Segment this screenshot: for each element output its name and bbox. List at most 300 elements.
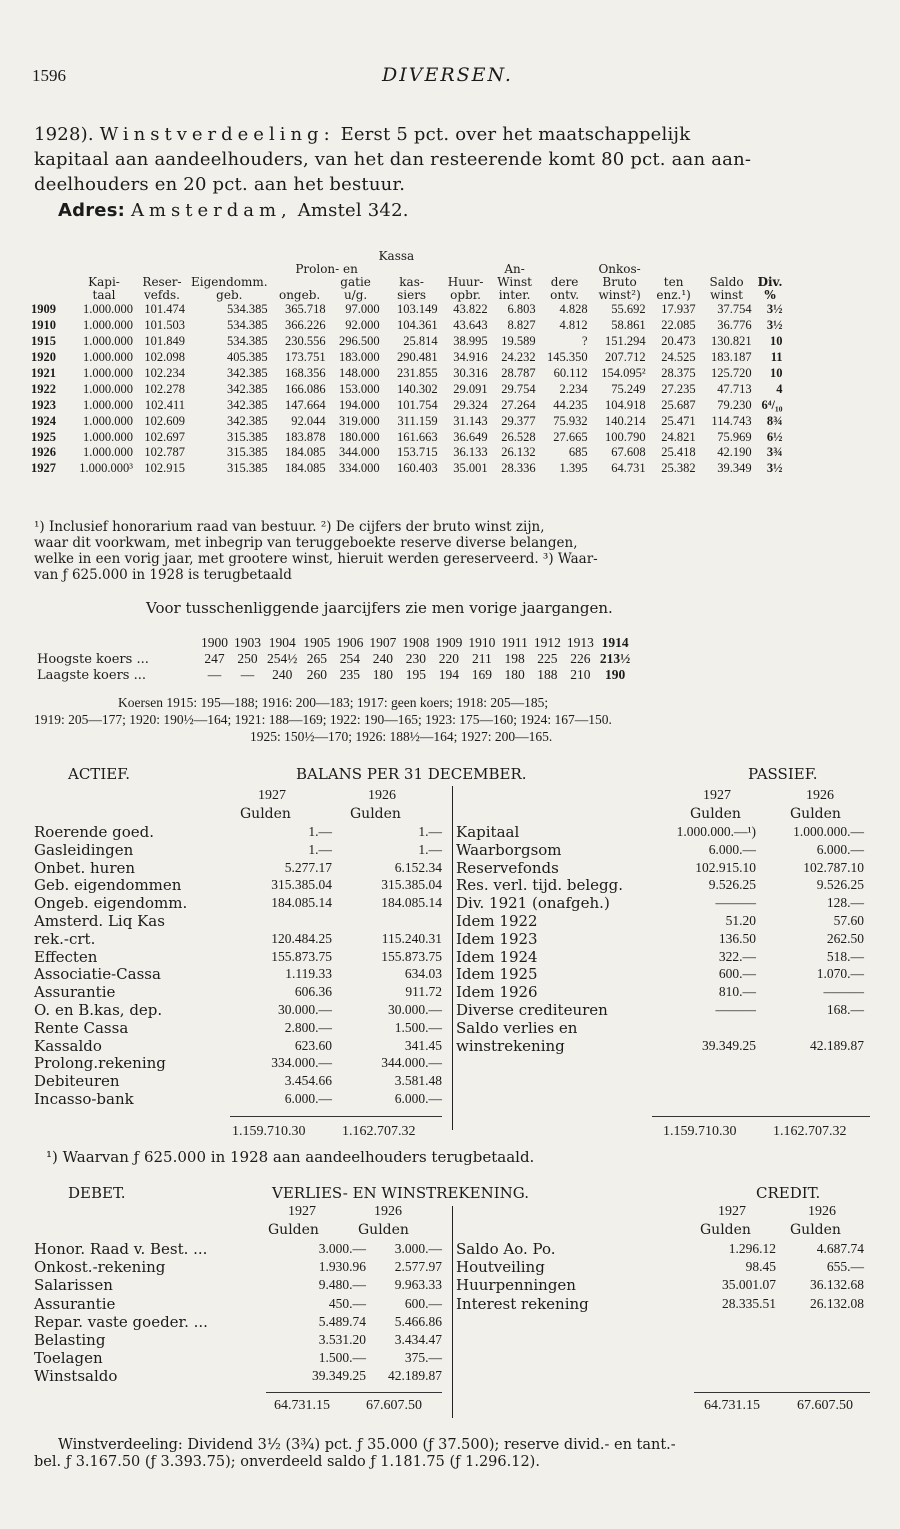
- table-cell: 29.754: [501, 381, 536, 396]
- header-prolon: Prolon- en: [295, 262, 358, 276]
- balance-left-title: ACTIEF.: [68, 765, 131, 783]
- ledger-value-previous: 102.787.10: [803, 859, 864, 875]
- col-header: ontv.: [550, 288, 580, 302]
- table-row: [28, 397, 786, 413]
- ledger-label: Div. 1921 (onafgeh.): [456, 894, 610, 913]
- table-cell: 102.915: [144, 461, 185, 476]
- balance-right-title: PASSIEF.: [748, 765, 818, 783]
- ledger-label: Interest rekening: [456, 1294, 589, 1313]
- table-cell: 17.937: [661, 302, 696, 317]
- ledger-label: Houtveiling: [456, 1258, 545, 1277]
- ledger-row: [456, 1019, 868, 1037]
- high-cell: 247: [204, 651, 225, 666]
- year-cell: 1925: [31, 429, 56, 444]
- ledger-value-current: 2.800.—: [284, 1019, 332, 1035]
- table-cell: 153.000: [338, 381, 380, 396]
- ledger-row: [456, 1258, 868, 1276]
- ledger-value-previous: 6.000.—: [816, 841, 864, 857]
- table-cell: 22.085: [661, 318, 696, 333]
- year-cell: 1912: [533, 635, 561, 650]
- ledger-row: [456, 983, 868, 1001]
- high-cell: 240: [372, 651, 393, 666]
- pl-total-rule-left: [266, 1392, 442, 1393]
- ledger-row: [34, 912, 444, 930]
- ledger-value-previous: 5.466.86: [394, 1313, 442, 1329]
- table-cell: 55.692: [611, 302, 646, 317]
- table-cell: 4: [776, 381, 783, 396]
- table-cell: 6⁴/₁₀: [761, 397, 783, 412]
- ledger-value-current: 3.454.66: [284, 1073, 332, 1089]
- ledger-label: Incasso-bank: [34, 1090, 134, 1108]
- balance-total-left-a: 1.159.710.30: [232, 1124, 306, 1139]
- ledger-row: [34, 1054, 444, 1072]
- ledger-value-previous: 634.03: [404, 966, 442, 982]
- table-cell: 311.159: [397, 413, 438, 428]
- table-cell: 47.713: [717, 381, 752, 396]
- balance-total-right-a: 1.159.710.30: [663, 1124, 737, 1139]
- table-cell: 230.556: [284, 334, 326, 349]
- table-cell: 334.000: [338, 461, 380, 476]
- col-header: Div.: [757, 275, 783, 289]
- pl-left-title: DEBET.: [68, 1184, 126, 1202]
- ledger-value-current: 1.296.12: [728, 1241, 776, 1256]
- ledger-row: [456, 1037, 868, 1055]
- table-cell: 4.828: [559, 302, 588, 317]
- ledger-row: [456, 876, 868, 894]
- ledger-value-current: 5.277.17: [284, 859, 332, 875]
- ledger-value-current: 3.531.20: [318, 1332, 366, 1347]
- table-row: [28, 350, 786, 366]
- year-cell: 1926: [31, 445, 56, 460]
- table-cell: 3¾: [766, 445, 783, 460]
- table-cell: 31.143: [453, 413, 488, 428]
- table-cell: 101.503: [144, 318, 185, 333]
- ledger-value-previous: 1.—: [418, 824, 442, 839]
- history-table: [28, 250, 786, 477]
- ledger-label: Res. verl. tijd. belegg.: [456, 876, 623, 895]
- ledger-row: [34, 965, 444, 983]
- pl-debet-list: [34, 1240, 444, 1390]
- table-cell: 319.000: [338, 413, 380, 428]
- table-cell: 184.085: [284, 445, 326, 460]
- ledger-label: Diverse crediteuren: [456, 1001, 608, 1019]
- pl-total-left-a: 64.731.15: [274, 1398, 330, 1413]
- table-cell: 145.350: [546, 350, 588, 365]
- ledger-value-current: 98.45: [745, 1259, 776, 1275]
- table-cell: 166.086: [284, 381, 326, 396]
- ledger-row: [456, 930, 868, 948]
- balance-total-left-b: 1.162.707.32: [342, 1124, 416, 1139]
- table-row: [28, 366, 786, 382]
- high-cell: 198: [504, 651, 525, 666]
- table-cell: 28.787: [501, 366, 536, 380]
- ledger-row: [34, 1331, 444, 1349]
- table-cell: 8¾: [766, 413, 783, 428]
- table-cell: 183.187: [710, 350, 752, 365]
- ledger-value-current: 136.50: [718, 930, 756, 946]
- ledger-value-current: 6.000.—: [708, 841, 756, 857]
- high-cell: 220: [438, 651, 459, 666]
- ledger-value-current: 184.085.14: [271, 895, 332, 911]
- table-cell: 173.751: [284, 350, 326, 365]
- table-cell: 1.000.000: [83, 302, 133, 317]
- intro-line-3: deelhouders en 20 pct. aan het bestuur.: [34, 174, 406, 195]
- ledger-value-current: 9.480.—: [318, 1277, 366, 1293]
- table-cell: 67.608: [611, 445, 646, 460]
- table-cell: 102.697: [144, 429, 185, 444]
- running-title: DIVERSEN.: [382, 64, 513, 86]
- ledger-value-current: 102.915.10: [695, 859, 756, 875]
- ledger-label: Idem 1922: [456, 912, 538, 930]
- table-cell: 42.190: [717, 445, 752, 460]
- table-cell: 342.385: [226, 381, 268, 396]
- table-cell: 43.643: [453, 318, 488, 333]
- ledger-value-previous: 262.50: [826, 930, 864, 946]
- ledger-value-current: 120.484.25: [271, 930, 332, 946]
- ledger-value-previous: 1.070.—: [816, 966, 864, 982]
- col-header: Huur-: [447, 275, 484, 289]
- balance-divider: [452, 786, 453, 1130]
- table-cell: 405.385: [226, 350, 268, 365]
- pl-total-rule-right: [694, 1392, 870, 1393]
- col-header: opbr.: [450, 288, 481, 302]
- table-cell: 6.803: [507, 302, 536, 317]
- year-cell: 1923: [31, 397, 56, 412]
- ledger-label: Rente Cassa: [34, 1018, 129, 1037]
- high-cell: 254½: [267, 651, 298, 666]
- low-cell: 260: [306, 667, 327, 682]
- pl-year-a-left: 1927: [288, 1204, 316, 1219]
- ledger-value-previous: 1.000.000.—: [793, 824, 864, 839]
- footnote-line-3: welke in een vorig jaar, met grootere winst, hieruit werden gereserveerd. ³) Waar-: [34, 551, 598, 567]
- ledger-value-current: 334.000.—: [271, 1055, 332, 1071]
- low-label: Laagste koers ...: [37, 667, 146, 683]
- high-cell: 230: [405, 651, 426, 666]
- table-cell: 20.473: [661, 334, 696, 349]
- ledger-row: [34, 876, 444, 894]
- ledger-value-previous: 315.385.04: [381, 877, 442, 893]
- table-row: [28, 413, 786, 429]
- ledger-value-previous: 1.500.—: [394, 1019, 442, 1035]
- low-cell: 169: [471, 667, 492, 682]
- col-header: winst²): [598, 288, 641, 302]
- footnote-line-1: ¹) Inclusief honorarium raad van bestuur. ²) De cijfers der bruto winst zijn,: [34, 519, 545, 535]
- ledger-value-current: 1.500.—: [318, 1350, 366, 1366]
- table-cell: 34.916: [453, 350, 488, 365]
- ledger-label: Prolong.rekening: [34, 1054, 166, 1073]
- ledger-label: Onbet. huren: [34, 858, 136, 877]
- year-cell: 1924: [31, 413, 56, 428]
- table-cell: 161.663: [396, 429, 438, 444]
- year-cell: 1908: [402, 635, 430, 650]
- ledger-label: Belasting: [34, 1331, 106, 1349]
- col-header: %: [764, 288, 776, 302]
- table-row: [28, 429, 786, 445]
- ledger-value-current: 35.001.07: [722, 1277, 776, 1293]
- ledger-label: Effecten: [34, 947, 98, 966]
- ledger-label: Huurpenningen: [456, 1276, 576, 1295]
- pl-unit-b-left: Gulden: [358, 1222, 409, 1238]
- low-cell: 194: [438, 667, 459, 682]
- table-cell: 3½: [766, 318, 783, 333]
- year-cell: 1909: [435, 635, 463, 650]
- page-number: 1596: [32, 66, 66, 85]
- year-cell: 1913: [566, 635, 594, 650]
- year-cell: 1927: [31, 461, 56, 476]
- ledger-row: [34, 1037, 444, 1055]
- ledger-label: Saldo Ao. Po.: [456, 1240, 556, 1258]
- koersen-years-row: [34, 635, 633, 651]
- table-cell: 1.000.000: [83, 429, 133, 444]
- year-cell: 1910: [468, 635, 496, 650]
- table-cell: 24.525: [661, 350, 696, 365]
- table-cell: 183.878: [284, 429, 326, 444]
- table-cell: 44.235: [553, 397, 588, 412]
- balance-year-a-left: 1927: [258, 788, 286, 803]
- year-cell: 1909: [31, 302, 56, 317]
- table-cell: 147.664: [284, 397, 326, 412]
- ledger-label: Idem 1925: [456, 965, 538, 984]
- table-cell: 75.932: [553, 413, 588, 428]
- pl-year-a-right: 1927: [718, 1204, 746, 1219]
- table-cell: 101.474: [144, 302, 185, 317]
- col-header: kas-: [399, 275, 424, 289]
- ledger-row: [456, 1240, 868, 1258]
- ledger-value-current: 1.—: [308, 841, 332, 857]
- table-cell: 1.000.000: [83, 366, 133, 380]
- ledger-row: [34, 841, 444, 859]
- ledger-label: Idem 1924: [456, 947, 538, 966]
- ledger-value-previous: 30.000.—: [388, 1002, 442, 1017]
- col-header: Winst: [497, 275, 532, 289]
- table-cell: 26.528: [501, 429, 536, 444]
- table-cell: 148.000: [338, 366, 380, 380]
- table-cell: 685: [568, 445, 588, 460]
- table-cell: 79.230: [717, 397, 752, 412]
- ledger-value-previous: 2.577.97: [394, 1259, 442, 1275]
- year-cell: 1915: [31, 334, 56, 349]
- koersen-high-row: [34, 651, 633, 667]
- table-cell: 102.278: [144, 381, 185, 396]
- ledger-value-current: 810.—: [718, 984, 756, 1000]
- balance-unit-a-left: Gulden: [240, 806, 291, 822]
- col-header: dere: [550, 275, 579, 289]
- table-cell: 207.712: [604, 350, 646, 365]
- ledger-value-previous: 911.72: [405, 984, 442, 1000]
- table-cell: 35.001: [453, 461, 488, 476]
- table-cell: 1.000.000: [83, 445, 133, 460]
- ledger-value-current: 51.20: [725, 913, 756, 928]
- table-cell: 101.849: [144, 334, 185, 349]
- table-row: [28, 318, 786, 334]
- table-cell: 29.324: [453, 397, 488, 412]
- col-header: Eigendomm.: [191, 275, 268, 289]
- ledger-row: [34, 1295, 444, 1313]
- year-cell: 1922: [31, 381, 56, 396]
- ledger-row: [34, 930, 444, 948]
- ledger-row: [456, 1295, 868, 1313]
- low-cell: 188: [537, 667, 558, 682]
- ledger-label: Idem 1923: [456, 929, 538, 948]
- intro-line-2: kapitaal aan aandeelhouders, van het dan resteerende komt 80 pct. aan aan-: [34, 149, 752, 170]
- ledger-value-previous: 3.581.48: [394, 1073, 442, 1089]
- ledger-row: [34, 1090, 444, 1108]
- year-cell: 1900: [201, 635, 228, 650]
- table-cell: 153.715: [396, 445, 438, 460]
- table-cell: 296.500: [338, 334, 380, 349]
- ledger-row: [34, 983, 444, 1001]
- low-cell: 235: [339, 667, 360, 682]
- balance-unit-b-left: Gulden: [350, 806, 401, 822]
- koersen-table-wrap: [34, 635, 633, 683]
- table-cell: 1.395: [559, 461, 588, 476]
- ledger-row: [456, 859, 868, 877]
- table-cell: 534.385: [226, 334, 268, 349]
- table-cell: 104.361: [396, 318, 438, 333]
- table-cell: 140.302: [396, 381, 438, 396]
- balance-total-rule-left: [230, 1116, 442, 1117]
- table-cell: 125.720: [710, 366, 752, 380]
- table-cell: 154.095²: [601, 366, 646, 380]
- table-cell: 102.609: [144, 413, 185, 428]
- ledger-row: [34, 859, 444, 877]
- ledger-label: Idem 1926: [456, 983, 538, 1002]
- table-cell: 11: [770, 350, 783, 365]
- ledger-label: rek.-crt.: [34, 929, 96, 948]
- pl-unit-b-right: Gulden: [790, 1222, 841, 1238]
- col-header: ten: [663, 275, 684, 289]
- table-cell: 29.377: [501, 413, 536, 428]
- table-cell: 342.385: [226, 366, 268, 380]
- balance-year-b-right: 1926: [806, 788, 834, 803]
- ledger-row: [456, 1001, 868, 1019]
- table-cell: 30.316: [453, 366, 488, 380]
- ledger-value-previous: 26.132.08: [810, 1295, 864, 1311]
- ledger-value-previous: 42.189.87: [810, 1037, 864, 1053]
- pl-credit-list: [456, 1240, 868, 1320]
- ledger-label: Assurantie: [34, 1294, 116, 1313]
- table-cell: 6½: [766, 429, 783, 444]
- ledger-value-previous: 3.000.—: [394, 1241, 442, 1256]
- table-cell: 102.234: [144, 366, 185, 380]
- ledger-value-previous: 6.000.—: [394, 1091, 442, 1106]
- low-cell: —: [207, 667, 222, 682]
- ledger-value-previous: 1.—: [418, 841, 442, 857]
- table-cell: 1.000.000: [83, 413, 133, 428]
- ledger-label: Reservefonds: [456, 858, 559, 877]
- table-cell: 140.214: [604, 413, 646, 428]
- table-cell: 24.821: [661, 429, 696, 444]
- table-cell: 1.000.000: [83, 350, 133, 365]
- ledger-label: Onkost.-rekening: [34, 1258, 166, 1277]
- col-header: taal: [92, 288, 116, 302]
- intro-line-1: 1928). Winstverdeeling: Eerst 5 pct. over het maatschappelijk: [34, 124, 691, 145]
- pl-right-title: CREDIT.: [756, 1184, 821, 1202]
- ledger-row: [34, 1367, 444, 1385]
- table-cell: 36.133: [453, 445, 488, 460]
- koersen-text-2: 1919: 205—177; 1920: 190½—164; 1921: 188—169; 1922: 190—165; 1923: 175—160; 1924: 167—150.: [34, 712, 612, 727]
- table-cell: 2.234: [559, 381, 588, 396]
- ledger-label: Winstsaldo: [34, 1367, 118, 1386]
- col-header: geb.: [216, 288, 243, 302]
- ledger-row: [34, 1072, 444, 1090]
- table-cell: 27.264: [501, 397, 536, 412]
- table-cell: 315.385: [226, 461, 268, 476]
- year-cell: 1910: [31, 318, 56, 333]
- ledger-value-previous: 9.526.25: [816, 877, 864, 893]
- ledger-value-previous: 57.60: [833, 913, 864, 928]
- ledger-value-current: 9.526.25: [708, 877, 756, 893]
- table-cell: 38.995: [453, 334, 488, 349]
- header-kassa: Kassa: [378, 249, 415, 263]
- balance-year-a-right: 1927: [703, 788, 731, 803]
- table-cell: 3½: [766, 461, 783, 476]
- header-onkos: Onkos-: [598, 262, 641, 276]
- table-cell: 24.232: [501, 350, 536, 365]
- ledger-row: [34, 948, 444, 966]
- table-cell: 102.098: [144, 350, 185, 365]
- ledger-value-previous: 3.434.47: [394, 1332, 442, 1347]
- balance-total-right-b: 1.162.707.32: [773, 1124, 847, 1139]
- ledger-value-current: ———: [715, 1002, 756, 1017]
- ledger-value-current: 600.—: [718, 966, 756, 982]
- col-header: winst: [710, 288, 743, 302]
- ledger-value-previous: 155.873.75: [381, 948, 442, 964]
- ledger-value-previous: 36.132.68: [810, 1277, 864, 1293]
- balance-total-rule-right: [652, 1116, 870, 1117]
- koersen-low-row: [34, 667, 633, 683]
- ledger-label: Ongeb. eigendomm.: [34, 894, 188, 913]
- high-cell: 211: [472, 651, 492, 666]
- ledger-value-previous: 128.—: [826, 895, 864, 911]
- table-cell: 36.649: [453, 429, 488, 444]
- table-cell: 75.249: [611, 381, 646, 396]
- table-row: [28, 334, 786, 350]
- ledger-label: winstrekening: [456, 1036, 565, 1055]
- table-cell: 43.822: [453, 302, 488, 317]
- ledger-value-current: ———: [715, 895, 756, 911]
- year-cell: 1905: [303, 635, 331, 650]
- table-cell: 4.812: [559, 318, 588, 333]
- col-header: Bruto: [602, 275, 637, 289]
- ledger-value-current: 450.—: [328, 1295, 366, 1311]
- col-header: Reser-: [142, 275, 182, 289]
- table-cell: 184.085: [284, 461, 326, 476]
- ledger-label: Waarborgsom: [456, 840, 562, 859]
- table-cell: 160.403: [396, 461, 438, 476]
- pl-year-b-right: 1926: [808, 1204, 836, 1219]
- table-cell: 25.418: [661, 445, 696, 460]
- high-cell: 254: [339, 651, 360, 666]
- ledger-row: [456, 912, 868, 930]
- ledger-value-current: 5.489.74: [318, 1313, 366, 1329]
- ledger-value-previous: 600.—: [404, 1295, 442, 1311]
- table-cell: 27.665: [553, 429, 588, 444]
- ledger-label: Kassaldo: [34, 1036, 102, 1055]
- table-cell: 92.000: [345, 318, 380, 333]
- year-cell: 1907: [369, 635, 397, 650]
- ledger-row: [456, 965, 868, 983]
- table-row: [28, 445, 786, 461]
- year-cell: 1904: [268, 635, 296, 650]
- ledger-label: Salarissen: [34, 1276, 113, 1295]
- ledger-label: Associatie-Cassa: [34, 965, 161, 984]
- pl-total-right-a: 64.731.15: [704, 1398, 760, 1413]
- table-cell: 100.790: [604, 429, 646, 444]
- table-cell: 366.226: [284, 318, 326, 333]
- balance-passief-list: [456, 823, 868, 1083]
- ledger-value-current: 39.349.25: [312, 1368, 366, 1384]
